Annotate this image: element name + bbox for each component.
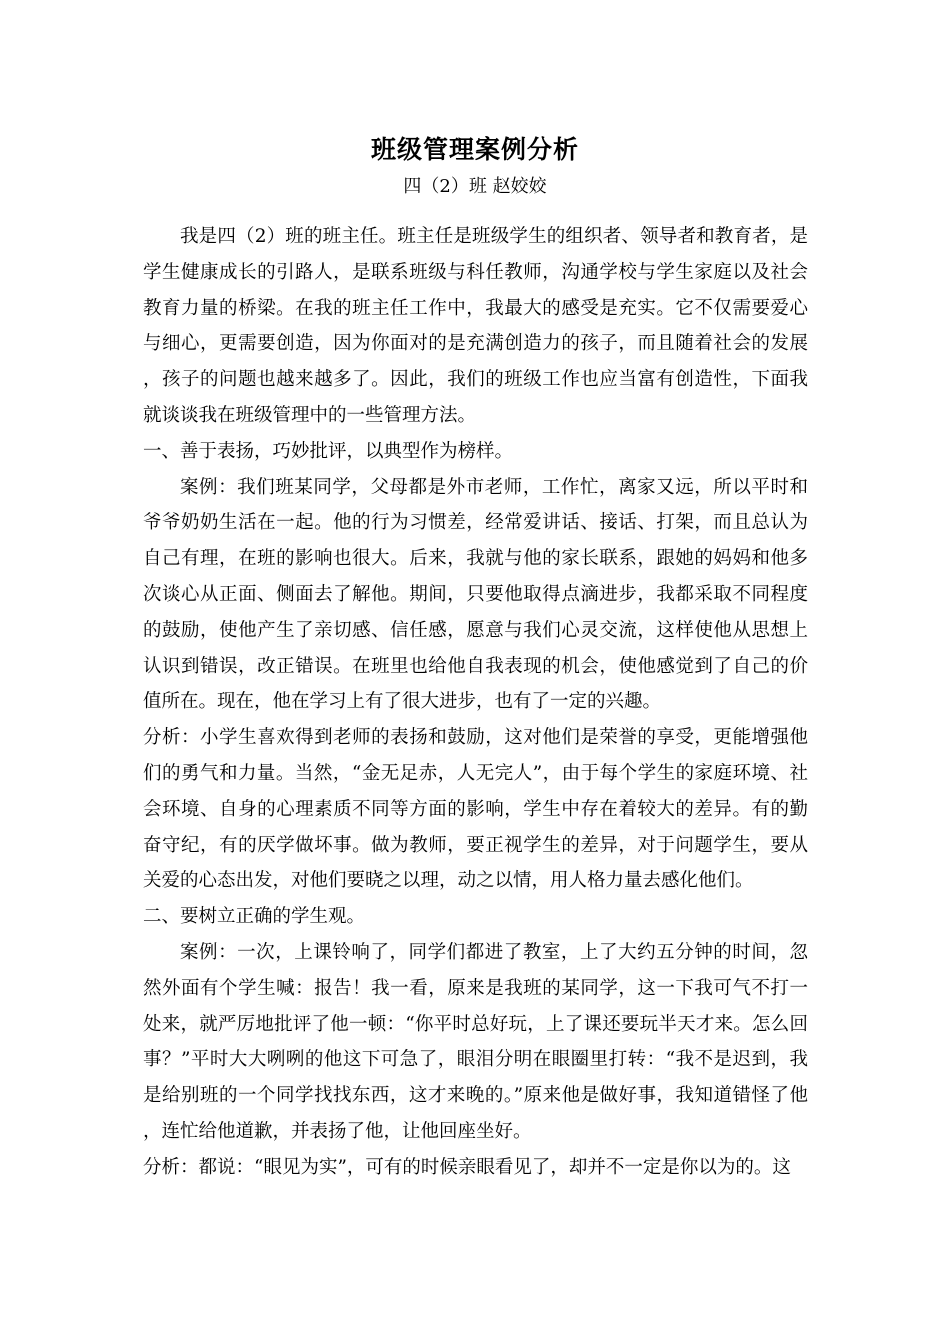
document-body: [143, 219, 808, 1186]
paragraph-analysis-2: 分析：都说：“眼见为实”，可有的时候亲眼看见了，却并不一定是你以为的。这: [143, 1156, 791, 1178]
paragraph-intro: 我是四（2）班的班主任。班主任是班级学生的组织者、领导者和教育者，是学生健康成长的引路人，是联系班级与科任教师，沟通学校与学生家庭以及社会教育力量的桥梁。在我的班主任工作中，我最大的感受是充实。它不仅需要爱心与细心，更需要创造，因为你面对的是充满创造力的孩子，而且随着社会的发展，孩子的问题也越来越多了。因此，我们的班级工作也应当富有创造性，下面我就谈谈我在班级管理中的一些管理方法。: [143, 226, 808, 426]
section-heading-1: 一、善于表扬，巧妙批评，以典型作为榜样。: [143, 440, 514, 462]
document-title: 班级管理案例分析: [370, 135, 579, 164]
paragraph-case-2: 案例：一次，上课铃响了，同学们都进了教室，上了大约五分钟的时间，忽然外面有个学生喊：报告！我一看，原来是我班的某同学，这一下我可气不打一处来，就严厉地批评了他一顿：“你平时总好玩，上了课还要玩半天才来。怎么回事？”平时大大咧咧的他这下可急了，眼泪分明在眼圈里打转：“我不是迟到，我是给别班的一个同学找找东西，这才来晚的。”原来他是做好事，我知道错怪了他，连忙给他道歉，并表扬了他，让他回座坐好。: [143, 941, 808, 1142]
paragraph-case-1: 案例：我们班某同学，父母都是外市老师，工作忙，离家又远，所以平时和爷爷奶奶生活在一起。他的行为习惯差，经常爱讲话、接话、打架，而且总认为自己有理，在班的影响也很大。后来，我就与他的家长联系，跟她的妈妈和他多次谈心从正面、侧面去了解他。期间，只要他取得点滴进步，我都采取不同程度的鼓励，使他产生了亲切感、信任感，愿意与我们心灵交流，这样使他从思想上认识到错误，改正错误。在班里也给他自我表现的机会，使他感觉到了自己的价值所在。现在，他在学习上有了很大进步，也有了一定的兴趣。: [143, 476, 808, 713]
paragraph-analysis-1: 分析：小学生喜欢得到老师的表扬和鼓励，这对他们是荣誉的享受，更能增强他们的勇气和力量。当然，“金无足赤，人无完人”，由于每个学生的家庭环境、社会环境、自身的心理素质不同等方面的影响，学生中存在着较大的差异。有的勤奋守纪，有的厌学做坏事。做为教师，要正视学生的差异，对于问题学生，要从关爱的心态出发，对他们要晓之以理，动之以情，用人格力量去感化他们。: [143, 727, 808, 892]
document-author-line: 四（2）班 赵姣姣: [403, 176, 547, 197]
section-heading-2: 二、要树立正确的学生观。: [143, 906, 366, 928]
